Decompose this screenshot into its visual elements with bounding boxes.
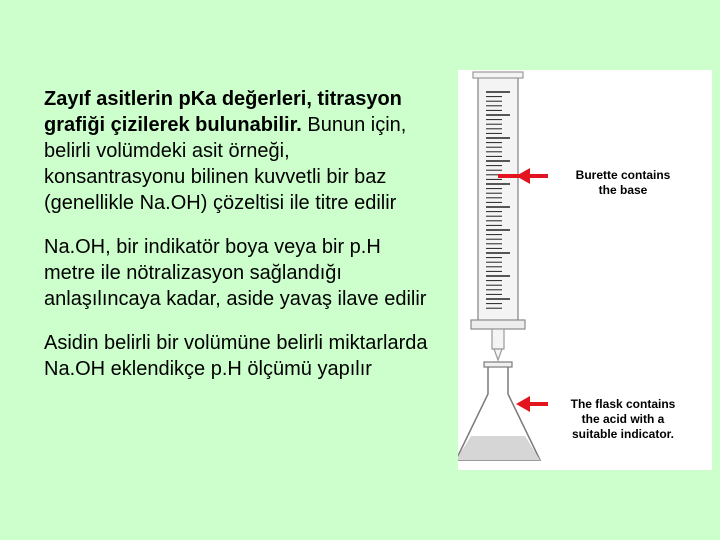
titration-figure bbox=[458, 70, 712, 470]
paragraph-pka-bold: Zayıf asitlerin pKa değerleri, titrasyon grafiği çizilerek bulunabilir. bbox=[44, 88, 402, 136]
paragraph-naoh: Na.OH, bir indikatör boya veya bir p.H metre ile nötralizasyon sağlandığı anlaşılıncaya kadar, aside yavaş ilave edilir bbox=[44, 236, 427, 310]
burette-label-line2: the base bbox=[598, 183, 648, 197]
flask-label-line3: suitable indicator. bbox=[571, 427, 675, 441]
burette-label bbox=[558, 168, 688, 198]
burette-nozzle bbox=[494, 349, 502, 360]
burette-rim bbox=[473, 72, 523, 78]
paragraph-ph: Asidin belirli bir volümüne belirli miktarlarda Na.OH eklendikçe p.H ölçümü yapılır bbox=[44, 332, 428, 380]
burette-label-line1: Burette contains bbox=[575, 168, 671, 182]
flask-arrow-icon bbox=[516, 396, 548, 412]
burette-tube bbox=[478, 74, 518, 324]
flask-label-line1: The flask contains bbox=[570, 397, 676, 411]
burette-tip bbox=[492, 329, 504, 349]
text-content bbox=[44, 86, 434, 400]
burette-stopcock bbox=[471, 320, 525, 329]
flask-label bbox=[558, 397, 688, 442]
paragraph-pka bbox=[44, 86, 434, 216]
flask-label-line2: the acid with a bbox=[581, 412, 665, 426]
paragraph-pka-text: Bunun için, belirli volümdeki asit örneği, konsantrasyonu bilinen kuvvetli bir baz (genellikle Na.OH) çözeltisi ile titre edilir bbox=[44, 114, 407, 214]
flask-lip bbox=[484, 362, 512, 367]
